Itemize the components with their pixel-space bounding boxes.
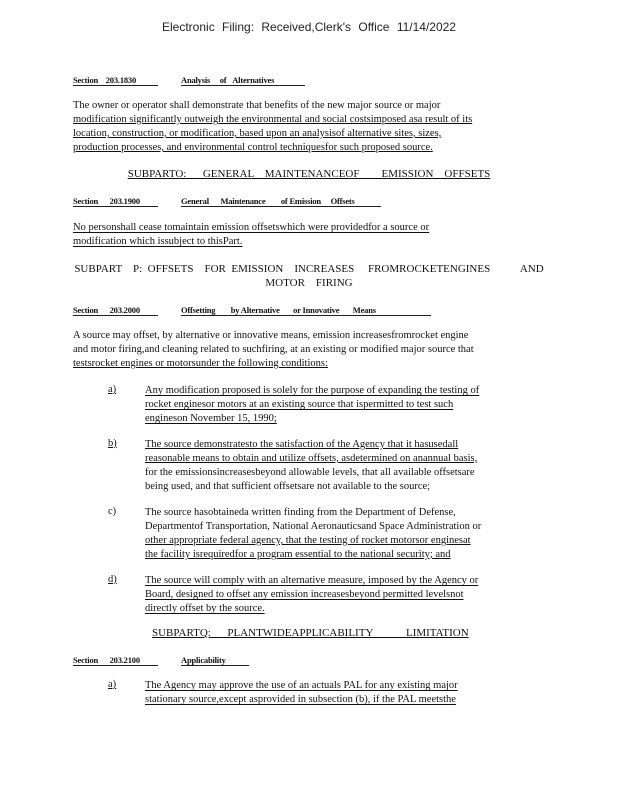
- paragraph-1900: [73, 221, 533, 249]
- item-label-a: a): [108, 384, 117, 395]
- paragraph-1830: [73, 99, 538, 155]
- subpart-p-heading: SUBPART P: OFFSETS FOR EMISSION INCREASES FROMROCKETENGINES AND MOTOR FIRING: [74, 263, 544, 289]
- paragraph-2100: The Agency may approve the use of an actuals PAL for any existing major stationary source,except asprovided in subsection (b), if the PAL meetsthe: [145, 680, 458, 705]
- section-title: General Maintenance of Emission Offsets: [181, 196, 381, 207]
- section-heading-2100: [73, 655, 273, 667]
- section-heading-2000: [73, 305, 433, 317]
- subpart-q-heading: SUBPARTQ: PLANTWIDEAPPLICABILITY LIMITATION: [152, 627, 469, 639]
- item-b-text: The source demonstratesto the satisfaction of the Agency that it hasusedall reasonable means to obtain and utilize offsets, asdetermined on anannual basis, for the emissionsincreasesbeyond allowable levels, that all available offsetsare being used, and that sufficient offsetsare not available to the source;: [145, 439, 478, 492]
- text-line: modification significantly outweigh the environmental and social costsimposed asa result of its: [73, 114, 473, 125]
- text-line: and motor firing,and cleaning related to suchfiring, at an existing or modified major source that: [73, 344, 474, 355]
- section-heading-1900: [73, 196, 393, 208]
- section-label: Section 203.2100: [73, 655, 158, 666]
- item-label-c: c): [108, 506, 117, 517]
- section-title: Applicability: [181, 655, 249, 666]
- section-label: Section 203.1830: [73, 75, 158, 86]
- item-label-d: d): [108, 574, 117, 585]
- text-line: The owner or operator shall demonstrate that benefits of the new major source or major: [73, 100, 441, 111]
- text-line: testsrocket engines or motorsunder the following conditions:: [73, 358, 328, 369]
- text-line: modification which issubject to thisPart.: [73, 236, 243, 247]
- item-d-text: The source will comply with an alternative measure, imposed by the Agency or Board, designed to offset any emission increasesbeyond permitted levelsnot directly offset by the source.: [145, 575, 479, 614]
- item-label-b: b): [108, 438, 117, 449]
- section-title: Offsetting by Alternative or Innovative Means: [181, 305, 431, 316]
- section-heading-1830: [73, 75, 373, 87]
- section-title: Analysis of Alternatives: [181, 75, 305, 86]
- item-c-text: The source hasobtaineda written finding from the Department of Defense, Departmentof Transportation, National Aeronauticsand Space Administration or other appropriate federal agency, that the testing of rocket motorsor enginesat the facility isrequiredfor a program essential to the national security; and: [145, 507, 482, 560]
- section-label: Section 203.2000: [73, 305, 158, 316]
- section-label: Section 203.1900: [73, 196, 158, 207]
- paragraph-2000: [73, 329, 538, 371]
- text-line: production processes, and environmental control techniquesfor such proposed source.: [73, 142, 433, 153]
- filing-header: Electronic Filing: Received,Clerk's Office 11/14/2022: [162, 20, 456, 34]
- item-a-text: Any modification proposed is solely for the purpose of expanding the testing of rocket enginesor motors at an existing source that ispermitted to test such engineson November 15, 1990;: [145, 385, 480, 424]
- text-line: location, construction, or modification, based upon an analysisof alternative sites, sizes,: [73, 128, 442, 139]
- subpart-o-heading: SUBPARTO: GENERAL MAINTENANCEOF EMISSION OFFSETS: [127, 168, 491, 180]
- text-line: No personshall cease tomaintain emission offsetswhich were providedfor a source or: [73, 222, 430, 233]
- item-label-2100-a: a): [108, 679, 117, 690]
- text-line: A source may offset, by alternative or innovative means, emission increasesfromrocket engine: [73, 330, 469, 341]
